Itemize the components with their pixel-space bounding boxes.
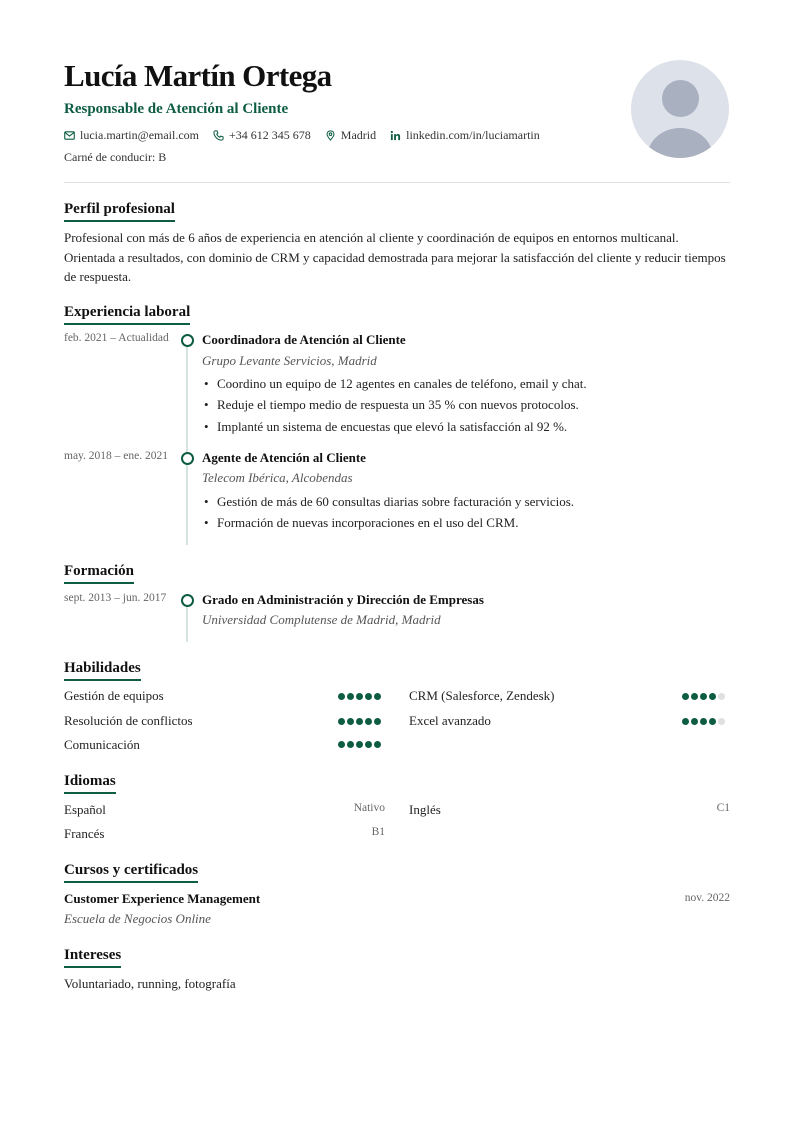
- skill-level-dots: [336, 718, 381, 725]
- skill-level-dots: [336, 741, 381, 748]
- skill-dot-filled: [374, 718, 381, 725]
- skill-dot-filled: [356, 741, 363, 748]
- skill-name: CRM (Salesforce, Zendesk): [409, 688, 555, 703]
- skill-name: Comunicación: [64, 737, 140, 752]
- job-date: may. 2018 – ene. 2021: [64, 450, 169, 462]
- section-title-languages: Idiomas: [64, 772, 116, 794]
- skill-level-dots: [680, 718, 725, 725]
- skill-dot-filled: [691, 693, 698, 700]
- skill-dot-filled: [356, 718, 363, 725]
- job-title: Coordinadora de Atención al Cliente: [202, 332, 406, 347]
- candidate-role: Responsable de Atención al Cliente: [64, 101, 289, 117]
- language-level: Nativo: [353, 802, 385, 814]
- email-text: lucia.martin@email.com: [80, 128, 200, 142]
- language-name: Francés: [64, 826, 105, 841]
- job-bullet: • Coordino un equipo de 12 agentes en canales de teléfono, email y chat.: [202, 376, 722, 392]
- job-title: Agente de Atención al Cliente: [202, 450, 366, 465]
- phone-text: +34 612 345 678: [229, 128, 311, 142]
- language-name: Inglés: [409, 802, 441, 817]
- location-pin-icon: [325, 130, 336, 141]
- skill-dot-filled: [691, 718, 698, 725]
- phone-icon: [213, 130, 224, 141]
- skill-dot-filled: [347, 718, 354, 725]
- avatar-body: [647, 128, 713, 158]
- skill-dot-filled: [682, 718, 689, 725]
- language-level: B1: [371, 826, 385, 838]
- contact-email[interactable]: [64, 128, 199, 143]
- skill-dot-empty: [718, 718, 725, 725]
- timeline-marker: [181, 594, 194, 607]
- section-title-experience: Experiencia laboral: [64, 303, 190, 325]
- avatar-head: [662, 80, 699, 117]
- job-bullet: • Implanté un sistema de encuestas que elevó la satisfacción al 92 %.: [202, 419, 722, 435]
- driving-license: Carné de conducir: B: [64, 150, 167, 164]
- course-institution: Escuela de Negocios Online: [64, 911, 211, 926]
- language-level: C1: [716, 802, 730, 814]
- contact-linkedin[interactable]: [390, 128, 540, 143]
- job-bullet: • Reduje el tiempo medio de respuesta un 35 % con nuevos protocolos.: [202, 397, 722, 413]
- profile-text: Profesional con más de 6 años de experiencia en atención al cliente y coordinación de equipos en entornos multicanal. Orientada a resultados, con dominio de CRM y capacidad demostrada para mejorar la satisfacción del cliente y reducir tiempos de respuesta.: [64, 230, 726, 284]
- skill-dot-filled: [338, 693, 345, 700]
- section-title-courses: Cursos y certificados: [64, 861, 198, 883]
- section-title-profile: Perfil profesional: [64, 200, 175, 222]
- course-name: Customer Experience Management: [64, 891, 261, 906]
- section-title-skills: Habilidades: [64, 659, 141, 681]
- education-degree: Grado en Administración y Dirección de Empresas: [202, 592, 484, 607]
- candidate-name: Lucía Martín Ortega: [64, 58, 332, 93]
- job-company: Grupo Levante Servicios, Madrid: [202, 353, 377, 368]
- skill-dot-filled: [338, 718, 345, 725]
- contact-location: [325, 128, 376, 143]
- skill-dot-filled: [365, 693, 372, 700]
- language-name: Español: [64, 802, 106, 817]
- skill-dot-filled: [347, 741, 354, 748]
- education-school: Universidad Complutense de Madrid, Madrid: [202, 612, 441, 627]
- skill-dot-filled: [709, 693, 716, 700]
- skill-dot-filled: [347, 693, 354, 700]
- skill-dot-empty: [718, 693, 725, 700]
- skill-name: Excel avanzado: [409, 713, 491, 728]
- skill-dot-filled: [338, 741, 345, 748]
- section-title-interests: Intereses: [64, 946, 121, 968]
- skill-level-dots: [336, 693, 381, 700]
- interests-text: Voluntariado, running, fotografía: [64, 976, 236, 991]
- course-date: nov. 2022: [684, 892, 730, 904]
- job-bullet: • Gestión de más de 60 consultas diarias sobre facturación y servicios.: [202, 494, 722, 510]
- skill-level-dots: [680, 693, 725, 700]
- skill-dot-filled: [700, 718, 707, 725]
- skill-dot-filled: [374, 741, 381, 748]
- job-date: feb. 2021 – Actualidad: [64, 332, 169, 344]
- education-date: sept. 2013 – jun. 2017: [64, 592, 167, 604]
- job-bullet: • Formación de nuevas incorporaciones en el uso del CRM.: [202, 515, 722, 531]
- contact-phone[interactable]: [213, 128, 311, 143]
- location-text: Madrid: [340, 128, 377, 142]
- skill-dot-filled: [700, 693, 707, 700]
- timeline-marker: [181, 452, 194, 465]
- skill-name: Gestión de equipos: [64, 688, 164, 703]
- skill-dot-filled: [365, 741, 372, 748]
- resume-page: [64, 0, 730, 1123]
- avatar: [631, 60, 729, 158]
- linkedin-icon: [390, 130, 401, 141]
- skill-name: Resolución de conflictos: [64, 713, 193, 728]
- skill-dot-filled: [356, 693, 363, 700]
- skill-dot-filled: [365, 718, 372, 725]
- timeline-marker: [181, 334, 194, 347]
- contact-list: [64, 128, 554, 143]
- email-icon: [64, 130, 75, 141]
- skill-dot-filled: [682, 693, 689, 700]
- skill-dot-filled: [374, 693, 381, 700]
- section-title-education: Formación: [64, 562, 134, 584]
- skill-dot-filled: [709, 718, 716, 725]
- experience-timeline: [186, 340, 188, 545]
- linkedin-text: linkedin.com/in/luciamartin: [406, 128, 540, 142]
- job-company: Telecom Ibérica, Alcobendas: [202, 470, 353, 485]
- resume-header: [64, 0, 730, 183]
